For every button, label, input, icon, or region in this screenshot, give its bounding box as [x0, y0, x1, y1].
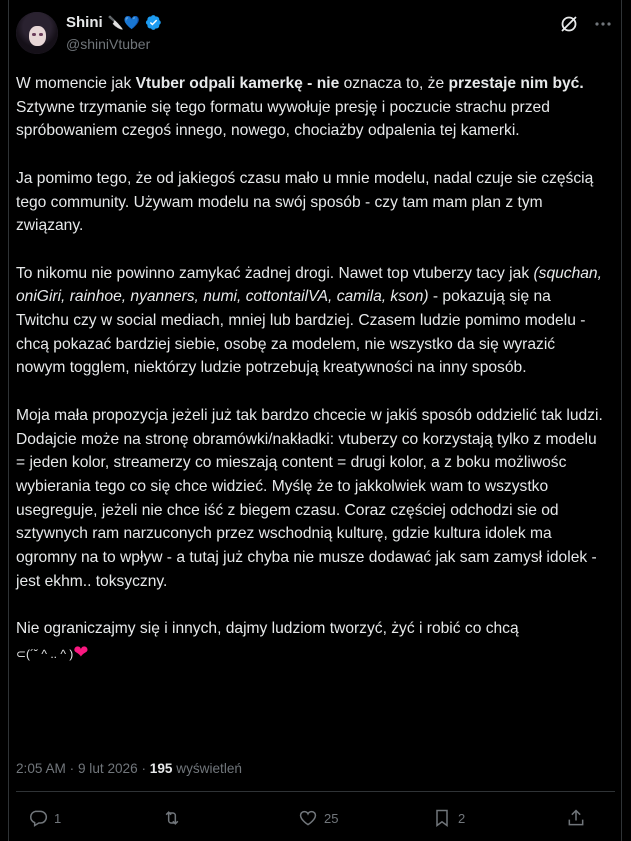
like-button[interactable]: [298, 808, 338, 828]
share-button[interactable]: [566, 808, 586, 828]
author-handle[interactable]: @shiniVtuber: [66, 36, 151, 52]
avatar[interactable]: [16, 12, 58, 54]
post-meta: 2:05 AM · 9 lut 2026 · 195 wyświetleń: [16, 761, 242, 776]
verified-badge-icon[interactable]: [145, 14, 162, 31]
post-paragraph-3: To nikomu nie powinno zamykać żadnej drogi. Nawet top vtuberzy tacy jak (squchan, oniGiri, rainhoe, nyanners, numi, cottontailVA, camila, kson) - pokazują się na Twitchu czy w social mediach, mniej lub bardziej. Czasem ludzie pomimo modelu - chcą pokazać bardziej siebie, osobę za modelem, nie wszystko da się wyrazić nowym togglem, niektórzy ludzie potrzebują kreatywności na inny sposób.: [16, 264, 602, 377]
post-paragraph-5: Nie ograniczajmy się i innych, dajmy ludziom tworzyć, żyć i robić co chcą ⊂(´˘ ^ .. ^ )❤: [16, 620, 519, 662]
reply-icon: [28, 808, 48, 828]
kaomoji: ⊂(´˘ ^ .. ^ ): [16, 646, 74, 661]
grok-icon[interactable]: [559, 14, 579, 34]
like-count: 25: [324, 810, 339, 826]
post-text: [16, 72, 606, 667]
share-icon: [566, 808, 586, 828]
views-count: 195: [149, 761, 173, 776]
bookmark-count: 2: [458, 810, 466, 826]
views-label: wyświetleń: [172, 761, 242, 776]
post-paragraph-1: W momencie jak Vtuber odpali kamerkę - nie oznacza to, że przestaje nim być. Sztywne trzymanie się tego formatu wywołuje presję i poczucie strachu przed spróbowaniem czegoś innego, nowego, chociażby odpalenia tej kamerki.: [16, 75, 584, 140]
author-emoji: 🔪💙: [107, 15, 141, 30]
author-row: [66, 14, 162, 31]
repost-icon: [162, 808, 182, 828]
action-bar: [16, 808, 615, 832]
bookmark-icon: [432, 808, 452, 828]
repost-button[interactable]: [162, 808, 188, 828]
bookmark-button[interactable]: [432, 808, 465, 828]
post-paragraph-4: Moja mała propozycja jeżeli już tak bardzo chcecie w jakiś sposób oddzielić tak ludzi. Dodajcie może na stronę obramówki/nakładki: vtuberzy co korzystają tylko z modelu = jeden kolor, streamerzy co mieszają content = drugi kolor, a z boku możliwośc wybierania tego co się chce widzieć. Myślę że to jakkolwiek wam to wszystko usegreguje, jeżeli nie chce iść z biegem czasu. Coraz częściej odchodzi sie od sztywnych ram narzuconych przez wschodnią kulturę, gdzie kultura idolek ma ogromny na to wpływ - a tutaj już chyba nie musze dodawać jak sam zamysł idolek - jest ekhm.. toksyczny.: [16, 406, 603, 590]
post-paragraph-2: Ja pomimo tego, że od jakiegoś czasu mało u mnie modelu, nadal czuje sie częścią tego community. Używam modelu na swój sposób - czy tam mam plan z tym związany.: [16, 169, 594, 235]
divider: [16, 791, 615, 792]
heart-emoji: ❤: [73, 641, 89, 662]
post-time[interactable]: 2:05 AM: [16, 761, 66, 776]
author-name[interactable]: Shini: [66, 14, 103, 31]
like-icon: [298, 808, 318, 828]
reply-button[interactable]: [28, 808, 61, 828]
more-options-icon[interactable]: [593, 14, 613, 34]
reply-count: 1: [54, 810, 62, 826]
post-date[interactable]: 9 lut 2026: [77, 761, 138, 776]
post-top-actions: [559, 14, 613, 34]
